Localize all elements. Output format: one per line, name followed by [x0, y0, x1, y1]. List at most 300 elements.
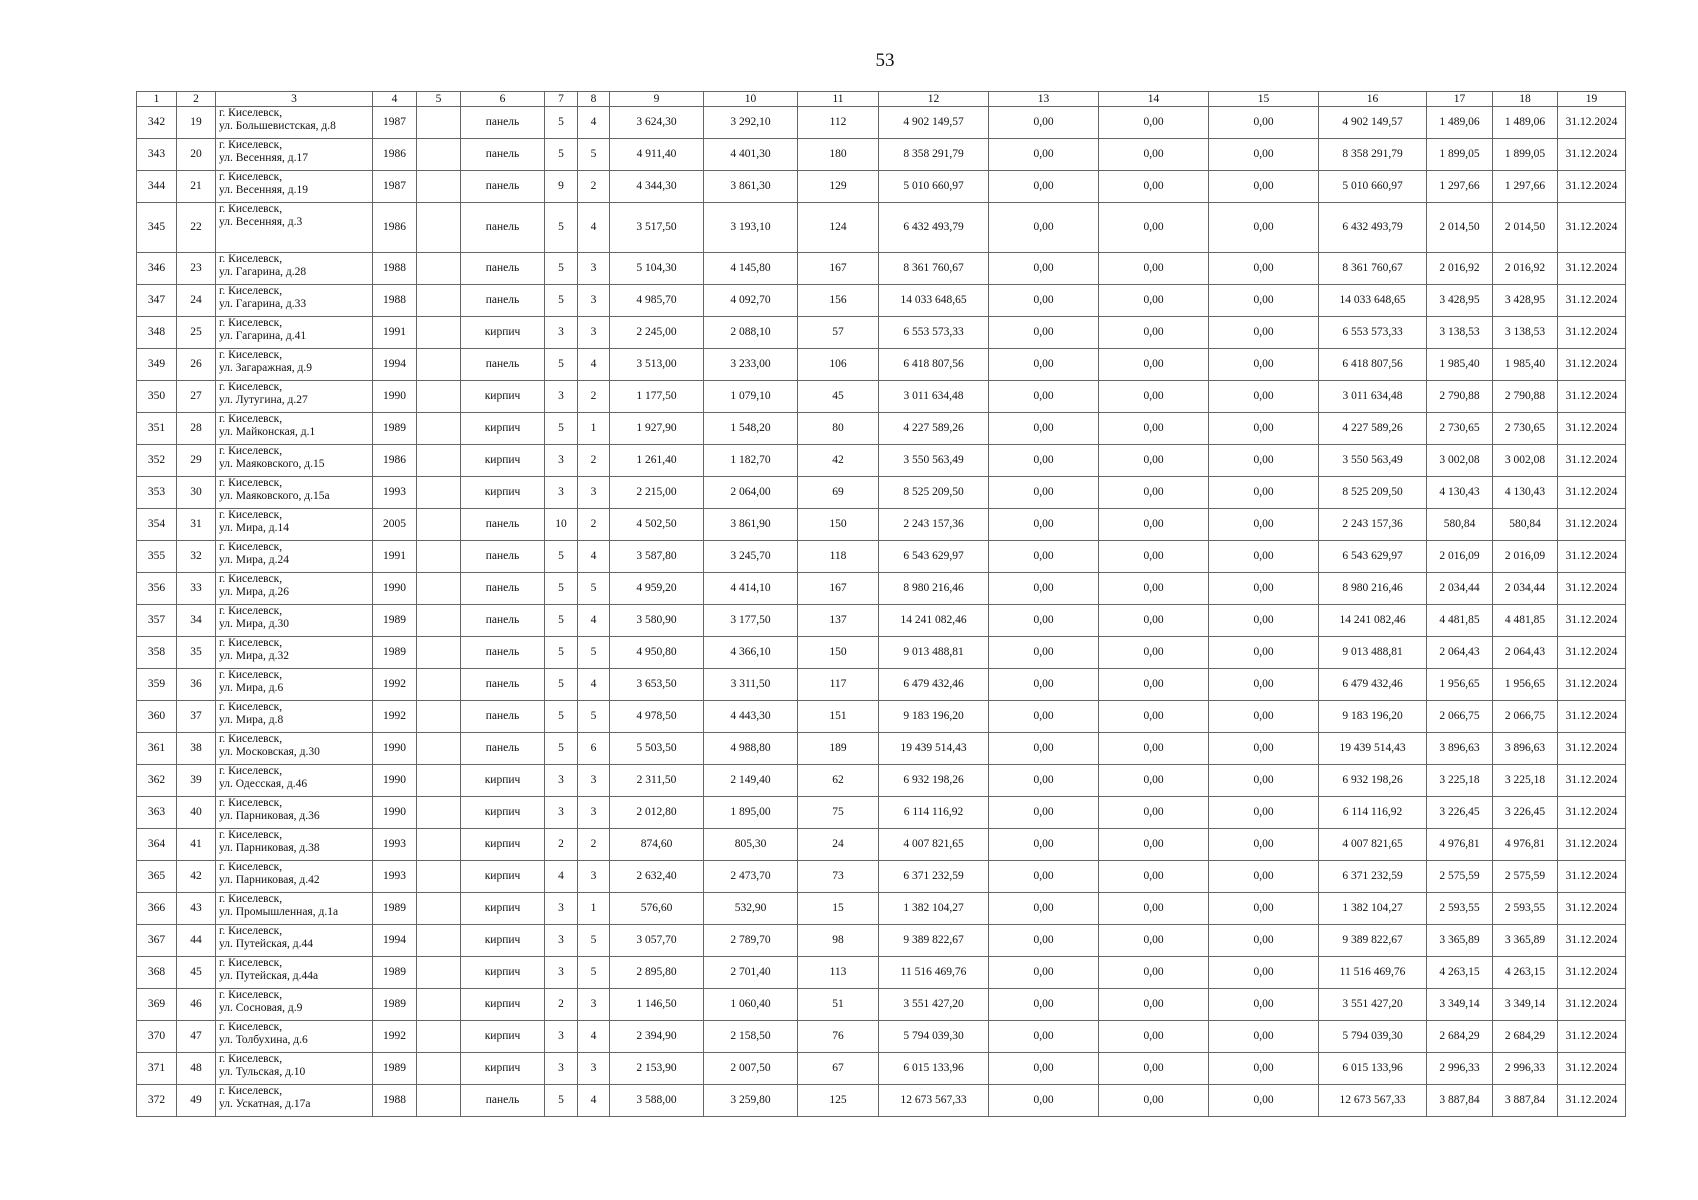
unit-cost-18-cell: 4 263,15: [1493, 957, 1558, 989]
year-built-cell: 1989: [373, 957, 417, 989]
sub-number-cell: 45: [177, 957, 216, 989]
funds-16-cell: 6 553 573,33: [1319, 317, 1427, 349]
column-header: 8: [578, 92, 610, 107]
planned-date-cell: 31.12.2024: [1558, 1021, 1626, 1053]
address-street: ул. Мира, д.30: [219, 617, 289, 630]
row-number-cell: 368: [137, 957, 177, 989]
repair-cost-cell: 3 551 427,20: [879, 989, 989, 1021]
table-row: [137, 1053, 1626, 1085]
funds-14-cell: 0,00: [1099, 445, 1209, 477]
funds-13-cell: 0,00: [989, 171, 1099, 203]
column-5-cell: [417, 797, 461, 829]
residents-count-cell: 124: [798, 203, 879, 253]
column-5-cell: [417, 733, 461, 765]
funds-13-cell: 0,00: [989, 285, 1099, 317]
unit-cost-17-cell: 3 138,53: [1427, 317, 1493, 349]
table-row: [137, 203, 1626, 253]
column-5-cell: [417, 669, 461, 701]
funds-14-cell: 0,00: [1099, 605, 1209, 637]
funds-14-cell: 0,00: [1099, 573, 1209, 605]
sub-number-cell: 21: [177, 171, 216, 203]
total-area-cell: 4 978,50: [610, 701, 704, 733]
unit-cost-18-cell: 580,84: [1493, 509, 1558, 541]
address-street: ул. Мира, д.8: [219, 713, 284, 726]
unit-cost-18-cell: 1 985,40: [1493, 349, 1558, 381]
address-cell: [216, 413, 373, 445]
wall-material-cell: кирпич: [461, 1021, 545, 1053]
address-street: ул. Парниковая, д.42: [219, 873, 320, 886]
repair-cost-cell: 3 011 634,48: [879, 381, 989, 413]
unit-cost-17-cell: 2 684,29: [1427, 1021, 1493, 1053]
column-header: 17: [1427, 92, 1493, 107]
unit-cost-18-cell: 3 225,18: [1493, 765, 1558, 797]
repair-cost-cell: 6 418 807,56: [879, 349, 989, 381]
address-cell: [216, 381, 373, 413]
entrances-count-cell: 4: [578, 541, 610, 573]
sub-number-cell: 49: [177, 1085, 216, 1117]
row-number-cell: 350: [137, 381, 177, 413]
address-cell: [216, 1085, 373, 1117]
repair-cost-cell: 3 550 563,49: [879, 445, 989, 477]
floors-count-cell: 2: [545, 829, 578, 861]
funds-15-cell: 0,00: [1209, 253, 1319, 285]
address-cell: [216, 477, 373, 509]
funds-13-cell: 0,00: [989, 253, 1099, 285]
funds-15-cell: 0,00: [1209, 989, 1319, 1021]
column-5-cell: [417, 253, 461, 285]
funds-13-cell: 0,00: [989, 445, 1099, 477]
entrances-count-cell: 5: [578, 925, 610, 957]
address-street: ул. Мира, д.24: [219, 553, 289, 566]
funds-16-cell: 6 418 807,56: [1319, 349, 1427, 381]
floors-count-cell: 3: [545, 925, 578, 957]
residents-count-cell: 151: [798, 701, 879, 733]
living-area-cell: 2 789,70: [704, 925, 798, 957]
floors-count-cell: 5: [545, 669, 578, 701]
total-area-cell: 4 985,70: [610, 285, 704, 317]
page-number: 53: [875, 50, 895, 71]
entrances-count-cell: 2: [578, 509, 610, 541]
address-street: ул. Парниковая, д.38: [219, 841, 320, 854]
funds-14-cell: 0,00: [1099, 509, 1209, 541]
total-area-cell: 2 632,40: [610, 861, 704, 893]
row-number-cell: 370: [137, 1021, 177, 1053]
living-area-cell: 2 088,10: [704, 317, 798, 349]
total-area-cell: 3 653,50: [610, 669, 704, 701]
funds-14-cell: 0,00: [1099, 381, 1209, 413]
funds-14-cell: 0,00: [1099, 253, 1209, 285]
column-5-cell: [417, 701, 461, 733]
address-cell: [216, 541, 373, 573]
column-5-cell: [417, 317, 461, 349]
entrances-count-cell: 3: [578, 765, 610, 797]
sub-number-cell: 35: [177, 637, 216, 669]
funds-14-cell: 0,00: [1099, 1053, 1209, 1085]
planned-date-cell: 31.12.2024: [1558, 1085, 1626, 1117]
living-area-cell: 2 007,50: [704, 1053, 798, 1085]
residents-count-cell: 69: [798, 477, 879, 509]
floors-count-cell: 3: [545, 957, 578, 989]
funds-14-cell: 0,00: [1099, 477, 1209, 509]
funds-13-cell: 0,00: [989, 829, 1099, 861]
entrances-count-cell: 4: [578, 669, 610, 701]
row-number-cell: 354: [137, 509, 177, 541]
wall-material-cell: кирпич: [461, 477, 545, 509]
funds-16-cell: 9 389 822,67: [1319, 925, 1427, 957]
column-header: 14: [1099, 92, 1209, 107]
floors-count-cell: 9: [545, 171, 578, 203]
floors-count-cell: 5: [545, 285, 578, 317]
address-city: г. Киселевск,: [219, 893, 283, 905]
address-street: ул. Маяковского, д.15а: [219, 489, 330, 502]
address-city: г. Киселевск,: [219, 701, 283, 713]
floors-count-cell: 5: [545, 253, 578, 285]
wall-material-cell: панель: [461, 285, 545, 317]
entrances-count-cell: 5: [578, 139, 610, 171]
funds-13-cell: 0,00: [989, 893, 1099, 925]
address-city: г. Киселевск,: [219, 957, 283, 969]
address-city: г. Киселевск,: [219, 317, 283, 329]
planned-date-cell: 31.12.2024: [1558, 107, 1626, 139]
total-area-cell: 874,60: [610, 829, 704, 861]
unit-cost-18-cell: 2 034,44: [1493, 573, 1558, 605]
column-header: 15: [1209, 92, 1319, 107]
sub-number-cell: 39: [177, 765, 216, 797]
address-city: г. Киселевск,: [219, 171, 283, 183]
living-area-cell: 4 366,10: [704, 637, 798, 669]
address-cell: [216, 893, 373, 925]
total-area-cell: 4 959,20: [610, 573, 704, 605]
year-built-cell: 1990: [373, 797, 417, 829]
unit-cost-17-cell: 2 066,75: [1427, 701, 1493, 733]
address-city: г. Киселевск,: [219, 1053, 283, 1065]
row-number-cell: 369: [137, 989, 177, 1021]
row-number-cell: 347: [137, 285, 177, 317]
column-header: 3: [216, 92, 373, 107]
unit-cost-17-cell: 1 956,65: [1427, 669, 1493, 701]
living-area-cell: 3 233,00: [704, 349, 798, 381]
unit-cost-17-cell: 3 896,63: [1427, 733, 1493, 765]
repair-cost-cell: 4 007 821,65: [879, 829, 989, 861]
unit-cost-18-cell: 4 130,43: [1493, 477, 1558, 509]
floors-count-cell: 5: [545, 733, 578, 765]
column-5-cell: [417, 285, 461, 317]
address-city: г. Киселевск,: [219, 285, 283, 297]
address-street: ул. Гагарина, д.41: [219, 329, 307, 342]
unit-cost-18-cell: 2 064,43: [1493, 637, 1558, 669]
column-number-header: [137, 92, 1626, 107]
unit-cost-17-cell: 3 349,14: [1427, 989, 1493, 1021]
residents-count-cell: 67: [798, 1053, 879, 1085]
funds-15-cell: 0,00: [1209, 669, 1319, 701]
sub-number-cell: 38: [177, 733, 216, 765]
address-cell: [216, 765, 373, 797]
address-street: ул. Весенняя, д.3: [219, 215, 303, 228]
funds-13-cell: 0,00: [989, 957, 1099, 989]
floors-count-cell: 5: [545, 637, 578, 669]
year-built-cell: 1986: [373, 139, 417, 171]
table-row: [137, 381, 1626, 413]
repair-cost-cell: 8 358 291,79: [879, 139, 989, 171]
funds-14-cell: 0,00: [1099, 829, 1209, 861]
wall-material-cell: кирпич: [461, 989, 545, 1021]
funds-16-cell: 6 543 629,97: [1319, 541, 1427, 573]
unit-cost-18-cell: 2 996,33: [1493, 1053, 1558, 1085]
planned-date-cell: 31.12.2024: [1558, 765, 1626, 797]
funds-16-cell: 6 114 116,92: [1319, 797, 1427, 829]
column-5-cell: [417, 107, 461, 139]
wall-material-cell: панель: [461, 541, 545, 573]
funds-13-cell: 0,00: [989, 637, 1099, 669]
row-number-cell: 361: [137, 733, 177, 765]
year-built-cell: 1987: [373, 171, 417, 203]
wall-material-cell: кирпич: [461, 893, 545, 925]
row-number-cell: 351: [137, 413, 177, 445]
column-header: 6: [461, 92, 545, 107]
planned-date-cell: 31.12.2024: [1558, 203, 1626, 253]
funds-16-cell: 6 932 198,26: [1319, 765, 1427, 797]
address-street: ул. Мира, д.6: [219, 681, 284, 694]
address-city: г. Киселевск,: [219, 509, 283, 521]
table-row: [137, 957, 1626, 989]
residents-count-cell: 125: [798, 1085, 879, 1117]
year-built-cell: 1987: [373, 107, 417, 139]
funds-15-cell: 0,00: [1209, 285, 1319, 317]
total-area-cell: 4 502,50: [610, 509, 704, 541]
row-number-cell: 362: [137, 765, 177, 797]
repair-cost-cell: 9 013 488,81: [879, 637, 989, 669]
funds-14-cell: 0,00: [1099, 957, 1209, 989]
address-street: ул. Ускатная, д.17а: [219, 1097, 311, 1110]
residents-count-cell: 98: [798, 925, 879, 957]
funds-15-cell: 0,00: [1209, 107, 1319, 139]
funds-16-cell: 8 358 291,79: [1319, 139, 1427, 171]
planned-date-cell: 31.12.2024: [1558, 381, 1626, 413]
address-cell: [216, 1021, 373, 1053]
funds-16-cell: 5 010 660,97: [1319, 171, 1427, 203]
address-city: г. Киселевск,: [219, 669, 283, 681]
residents-count-cell: 75: [798, 797, 879, 829]
row-number-cell: 353: [137, 477, 177, 509]
repair-cost-cell: 4 902 149,57: [879, 107, 989, 139]
row-number-cell: 358: [137, 637, 177, 669]
planned-date-cell: 31.12.2024: [1558, 317, 1626, 349]
planned-date-cell: 31.12.2024: [1558, 893, 1626, 925]
address-street: ул. Одесская, д.46: [219, 777, 308, 790]
year-built-cell: 1994: [373, 925, 417, 957]
unit-cost-18-cell: 2 593,55: [1493, 893, 1558, 925]
residents-count-cell: 156: [798, 285, 879, 317]
residents-count-cell: 80: [798, 413, 879, 445]
funds-14-cell: 0,00: [1099, 285, 1209, 317]
address-street: ул. Путейская, д.44а: [219, 969, 319, 982]
address-city: г. Киселевск,: [219, 765, 283, 777]
table-row: [137, 701, 1626, 733]
entrances-count-cell: 6: [578, 733, 610, 765]
funds-13-cell: 0,00: [989, 1021, 1099, 1053]
wall-material-cell: панель: [461, 171, 545, 203]
unit-cost-17-cell: 2 034,44: [1427, 573, 1493, 605]
year-built-cell: 1990: [373, 381, 417, 413]
funds-13-cell: 0,00: [989, 509, 1099, 541]
sub-number-cell: 46: [177, 989, 216, 1021]
funds-16-cell: 6 432 493,79: [1319, 203, 1427, 253]
funds-13-cell: 0,00: [989, 573, 1099, 605]
entrances-count-cell: 4: [578, 203, 610, 253]
column-5-cell: [417, 477, 461, 509]
residents-count-cell: 113: [798, 957, 879, 989]
repair-cost-cell: 12 673 567,33: [879, 1085, 989, 1117]
address-street: ул. Промышленная, д.1а: [219, 905, 339, 918]
address-street: ул. Майконская, д.1: [219, 425, 316, 438]
residents-count-cell: 180: [798, 139, 879, 171]
total-area-cell: 2 153,90: [610, 1053, 704, 1085]
entrances-count-cell: 1: [578, 413, 610, 445]
entrances-count-cell: 5: [578, 573, 610, 605]
living-area-cell: 3 245,70: [704, 541, 798, 573]
funds-16-cell: 6 015 133,96: [1319, 1053, 1427, 1085]
address-street: ул. Мира, д.26: [219, 585, 289, 598]
unit-cost-17-cell: 1 985,40: [1427, 349, 1493, 381]
address-street: ул. Гагарина, д.28: [219, 265, 307, 278]
address-cell: [216, 861, 373, 893]
unit-cost-18-cell: 2 790,88: [1493, 381, 1558, 413]
funds-15-cell: 0,00: [1209, 381, 1319, 413]
repair-cost-cell: 6 932 198,26: [879, 765, 989, 797]
address-cell: [216, 605, 373, 637]
floors-count-cell: 5: [545, 541, 578, 573]
table-row: [137, 925, 1626, 957]
total-area-cell: 3 624,30: [610, 107, 704, 139]
address-city: г. Киселевск,: [219, 349, 283, 361]
sub-number-cell: 42: [177, 861, 216, 893]
residents-count-cell: 15: [798, 893, 879, 925]
funds-13-cell: 0,00: [989, 477, 1099, 509]
row-number-cell: 343: [137, 139, 177, 171]
floors-count-cell: 5: [545, 1085, 578, 1117]
row-number-cell: 345: [137, 203, 177, 253]
unit-cost-18-cell: 2 066,75: [1493, 701, 1558, 733]
sub-number-cell: 24: [177, 285, 216, 317]
address-street: ул. Загаражная, д.9: [219, 361, 312, 374]
table-row: [137, 1021, 1626, 1053]
wall-material-cell: кирпич: [461, 925, 545, 957]
floors-count-cell: 5: [545, 413, 578, 445]
row-number-cell: 359: [137, 669, 177, 701]
unit-cost-18-cell: 4 976,81: [1493, 829, 1558, 861]
year-built-cell: 1986: [373, 203, 417, 253]
column-header: 16: [1319, 92, 1427, 107]
total-area-cell: 1 261,40: [610, 445, 704, 477]
unit-cost-18-cell: 1 489,06: [1493, 107, 1558, 139]
repair-cost-cell: 6 553 573,33: [879, 317, 989, 349]
unit-cost-18-cell: 3 226,45: [1493, 797, 1558, 829]
unit-cost-17-cell: 2 730,65: [1427, 413, 1493, 445]
column-5-cell: [417, 203, 461, 253]
planned-date-cell: 31.12.2024: [1558, 1053, 1626, 1085]
table-row: [137, 829, 1626, 861]
repair-cost-cell: 9 389 822,67: [879, 925, 989, 957]
funds-16-cell: 1 382 104,27: [1319, 893, 1427, 925]
row-number-cell: 355: [137, 541, 177, 573]
row-number-cell: 365: [137, 861, 177, 893]
address-cell: [216, 509, 373, 541]
repair-cost-cell: 6 432 493,79: [879, 203, 989, 253]
repair-cost-cell: 8 525 209,50: [879, 477, 989, 509]
funds-16-cell: 4 227 589,26: [1319, 413, 1427, 445]
unit-cost-17-cell: 1 899,05: [1427, 139, 1493, 171]
unit-cost-17-cell: 2 996,33: [1427, 1053, 1493, 1085]
repair-cost-cell: 6 015 133,96: [879, 1053, 989, 1085]
funds-15-cell: 0,00: [1209, 957, 1319, 989]
funds-16-cell: 9 183 196,20: [1319, 701, 1427, 733]
table-row: [137, 349, 1626, 381]
residents-count-cell: 118: [798, 541, 879, 573]
column-header: 19: [1558, 92, 1626, 107]
sub-number-cell: 43: [177, 893, 216, 925]
unit-cost-17-cell: 2 064,43: [1427, 637, 1493, 669]
unit-cost-17-cell: 3 887,84: [1427, 1085, 1493, 1117]
funds-15-cell: 0,00: [1209, 349, 1319, 381]
living-area-cell: 4 443,30: [704, 701, 798, 733]
funds-16-cell: 5 794 039,30: [1319, 1021, 1427, 1053]
unit-cost-18-cell: 2 016,92: [1493, 253, 1558, 285]
unit-cost-17-cell: 2 016,92: [1427, 253, 1493, 285]
unit-cost-17-cell: 2 790,88: [1427, 381, 1493, 413]
total-area-cell: 2 895,80: [610, 957, 704, 989]
funds-15-cell: 0,00: [1209, 925, 1319, 957]
unit-cost-18-cell: 1 899,05: [1493, 139, 1558, 171]
row-number-cell: 364: [137, 829, 177, 861]
funds-14-cell: 0,00: [1099, 171, 1209, 203]
funds-16-cell: 14 241 082,46: [1319, 605, 1427, 637]
funds-14-cell: 0,00: [1099, 925, 1209, 957]
living-area-cell: 2 149,40: [704, 765, 798, 797]
entrances-count-cell: 3: [578, 477, 610, 509]
planned-date-cell: 31.12.2024: [1558, 285, 1626, 317]
address-street: ул. Маяковского, д.15: [219, 457, 325, 470]
funds-15-cell: 0,00: [1209, 605, 1319, 637]
year-built-cell: 1990: [373, 765, 417, 797]
unit-cost-17-cell: 3 428,95: [1427, 285, 1493, 317]
entrances-count-cell: 5: [578, 701, 610, 733]
sub-number-cell: 30: [177, 477, 216, 509]
sub-number-cell: 23: [177, 253, 216, 285]
address-street: ул. Весенняя, д.17: [219, 151, 309, 164]
table-row: [137, 861, 1626, 893]
funds-16-cell: 3 011 634,48: [1319, 381, 1427, 413]
table-row: [137, 637, 1626, 669]
column-5-cell: [417, 541, 461, 573]
living-area-cell: 4 401,30: [704, 139, 798, 171]
residents-count-cell: 117: [798, 669, 879, 701]
table-row: [137, 139, 1626, 171]
address-city: г. Киселевск,: [219, 733, 283, 745]
unit-cost-17-cell: 4 481,85: [1427, 605, 1493, 637]
address-cell: [216, 637, 373, 669]
planned-date-cell: 31.12.2024: [1558, 349, 1626, 381]
funds-16-cell: 19 439 514,43: [1319, 733, 1427, 765]
total-area-cell: 2 012,80: [610, 797, 704, 829]
sub-number-cell: 32: [177, 541, 216, 573]
funds-14-cell: 0,00: [1099, 765, 1209, 797]
address-cell: [216, 107, 373, 139]
residents-count-cell: 76: [798, 1021, 879, 1053]
table-row: [137, 989, 1626, 1021]
unit-cost-17-cell: 3 225,18: [1427, 765, 1493, 797]
table-row: [137, 893, 1626, 925]
floors-count-cell: 5: [545, 573, 578, 605]
